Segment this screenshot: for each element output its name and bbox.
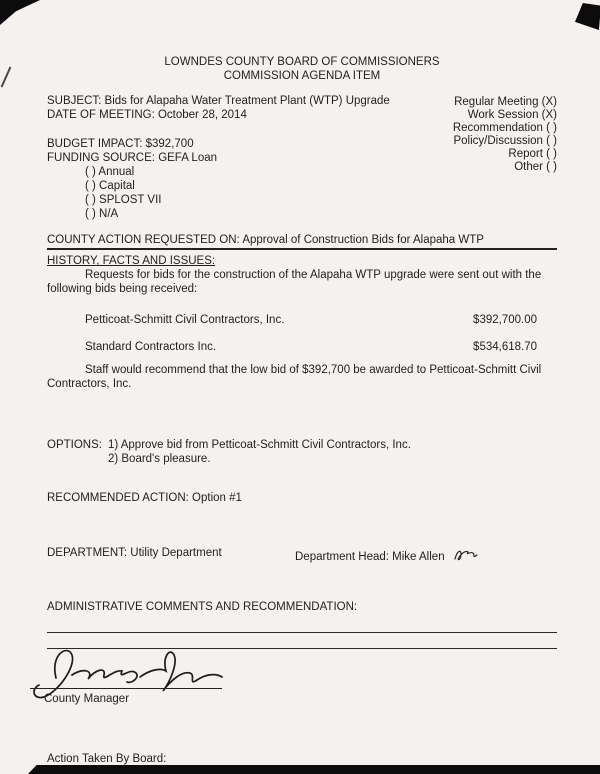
county-manager-signature-line [30, 688, 222, 689]
department-value: Utility Department [130, 547, 222, 559]
county-action-line [47, 233, 557, 250]
funding-option-splost: ( ) SPLOST VII [85, 194, 162, 206]
bidder-name: Petticoat-Schmitt Civil Contractors, Inc. [85, 314, 285, 326]
bidder-name: Standard Contractors Inc. [85, 341, 217, 353]
document-title-line2: COMMISSION AGENDA ITEM [223, 70, 381, 82]
meta-section [47, 94, 557, 221]
recommended-action-value: Option #1 [192, 492, 242, 504]
admin-comments-rule-1 [47, 632, 557, 633]
county-action-label: COUNTY ACTION REQUESTED ON: [47, 234, 240, 246]
subject-label: SUBJECT: [47, 95, 102, 107]
department-label: DEPARTMENT: [47, 547, 128, 559]
meeting-date-value: October 28, 2014 [157, 109, 247, 121]
subject-line [47, 94, 437, 108]
bid-amount: $392,700.00 [473, 314, 537, 326]
board-action-blank-line [168, 753, 557, 766]
flag-recommendation: Recommendation ( ) [452, 122, 557, 134]
board-action-line [47, 752, 557, 766]
budget-impact-line [47, 137, 437, 151]
bid-row [47, 340, 557, 354]
options-label: OPTIONS: [47, 439, 102, 451]
county-manager-title: County Manager [44, 693, 130, 705]
meeting-date-line [47, 108, 437, 122]
bid-row [47, 313, 557, 327]
recommended-action-line [47, 491, 557, 505]
option-item-2: 2) Board's pleasure. [107, 453, 211, 465]
funding-option-na: ( ) N/A [85, 208, 119, 220]
department-line [47, 546, 557, 564]
document-title-line1: LOWNDES COUNTY BOARD OF COMMISSIONERS [164, 56, 440, 68]
funding-option-annual: ( ) Annual [85, 166, 135, 178]
budget-impact-label: BUDGET IMPACT: [47, 138, 143, 150]
meeting-type-flags [453, 96, 557, 174]
option-item-1: 1) Approve bid from Petticoat-Schmitt Civil Contractors, Inc. [107, 439, 411, 451]
funding-source-value: GEFA Loan [158, 152, 218, 164]
subject-value: Bids for Alapaha Water Treatment Plant (WTP) Upgrade [104, 95, 390, 107]
county-action-value: Approval of Construction Bids for Alapaha WTP [242, 234, 484, 246]
department-head [295, 546, 480, 564]
history-intro-paragraph: Requests for bids for the construction of the Alapaha WTP upgrade were sent out with the following bids being received: [47, 269, 542, 295]
flag-other: Other ( ) [514, 161, 557, 173]
scan-artifact-top-left [0, 0, 40, 25]
funding-source-line [47, 151, 437, 165]
admin-comments-heading: ADMINISTRATIVE COMMENTS AND RECOMMENDATION: [47, 601, 358, 613]
options-section [47, 438, 557, 466]
scan-artifact-top-right [575, 3, 600, 30]
bid-amount: $534,618.70 [473, 341, 537, 353]
staff-recommendation-paragraph: Staff would recommend that the low bid of $392,700 be awarded to Petticoat-Schmitt Civil Contractors, Inc. [47, 364, 542, 390]
scan-artifact-left-scratch [1, 67, 12, 88]
department-head-initials-signature [452, 546, 480, 564]
options-list [108, 438, 411, 466]
department-head-label: Department Head: [295, 551, 389, 563]
funding-option-capital: ( ) Capital [85, 180, 135, 192]
scan-artifact-bottom-bar [28, 765, 600, 774]
budget-impact-value: $392,700 [145, 138, 194, 150]
meeting-date-label: DATE OF MEETING: [47, 109, 155, 121]
flag-report: Report ( ) [508, 148, 557, 160]
board-action-label: Action Taken By Board: [47, 753, 167, 765]
flag-policy-discussion: Policy/Discussion ( ) [453, 135, 557, 147]
department-left [47, 546, 295, 560]
history-heading: HISTORY, FACTS AND ISSUES: [47, 255, 216, 267]
meta-left-block [47, 94, 437, 221]
department-head-value: Mike Allen [392, 551, 445, 563]
recommended-action-label: RECOMMENDED ACTION: [47, 492, 189, 504]
flag-work-session: Work Session (X) [467, 109, 557, 121]
flag-regular-meeting: Regular Meeting (X) [454, 96, 557, 108]
funding-source-label: FUNDING SOURCE: [47, 152, 155, 164]
